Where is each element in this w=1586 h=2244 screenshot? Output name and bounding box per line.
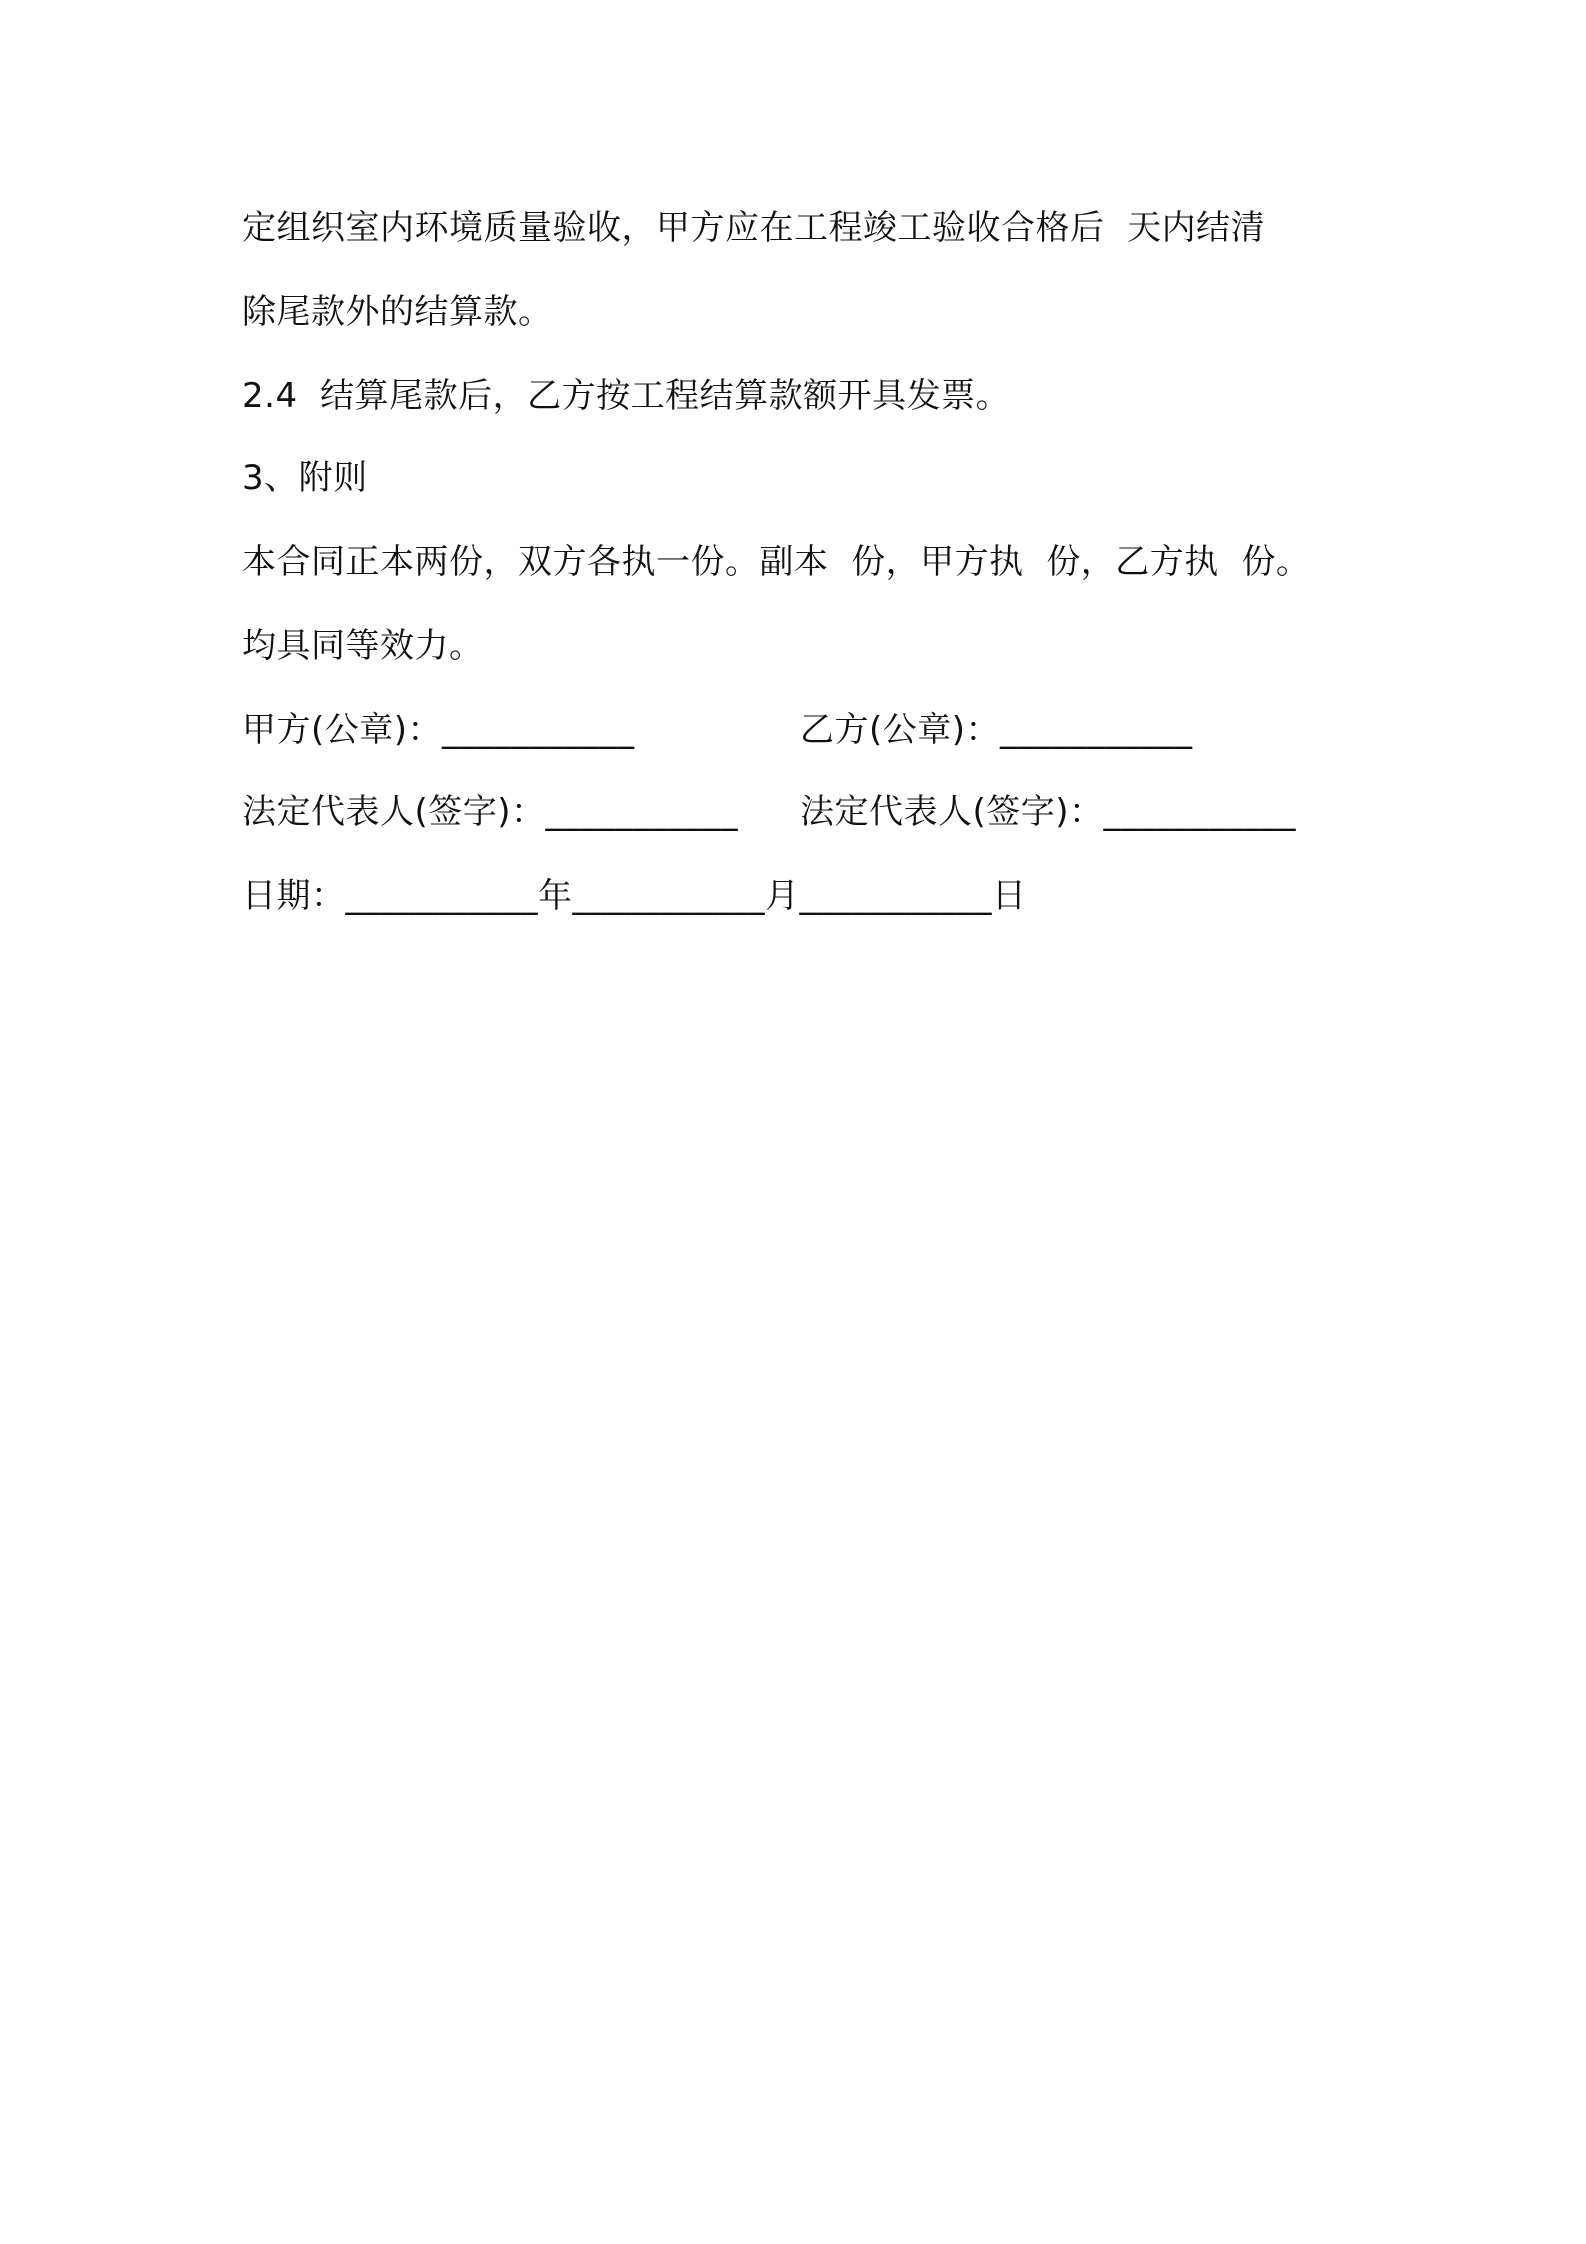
paragraph-text-line: 定组织室内环境质量验收，甲方应在工程竣工验收合格后 天内结清 [242,208,1266,248]
party-b-representative-field: 法定代表人(签字)：___________ [800,792,1297,832]
paragraph-text-line: 除尾款外的结算款。 [242,292,553,332]
clause-2-4: 2.4 结算尾款后，乙方按工程结算款额开具发票。 [242,376,1011,416]
copies-clause-line: 均具同等效力。 [242,626,484,666]
party-a-representative-field: 法定代表人(签字)：___________ [242,792,739,832]
party-a-seal-field: 甲方(公章)：___________ [242,710,635,750]
section-3-heading: 3、附则 [242,458,368,498]
copies-clause-line: 本合同正本两份，双方各执一份。副本 份，甲方执 份，乙方执 份。 [242,542,1311,582]
party-b-seal-field: 乙方(公章)：___________ [800,710,1193,750]
date-field: 日期：___________年___________月___________日 [242,876,1027,916]
